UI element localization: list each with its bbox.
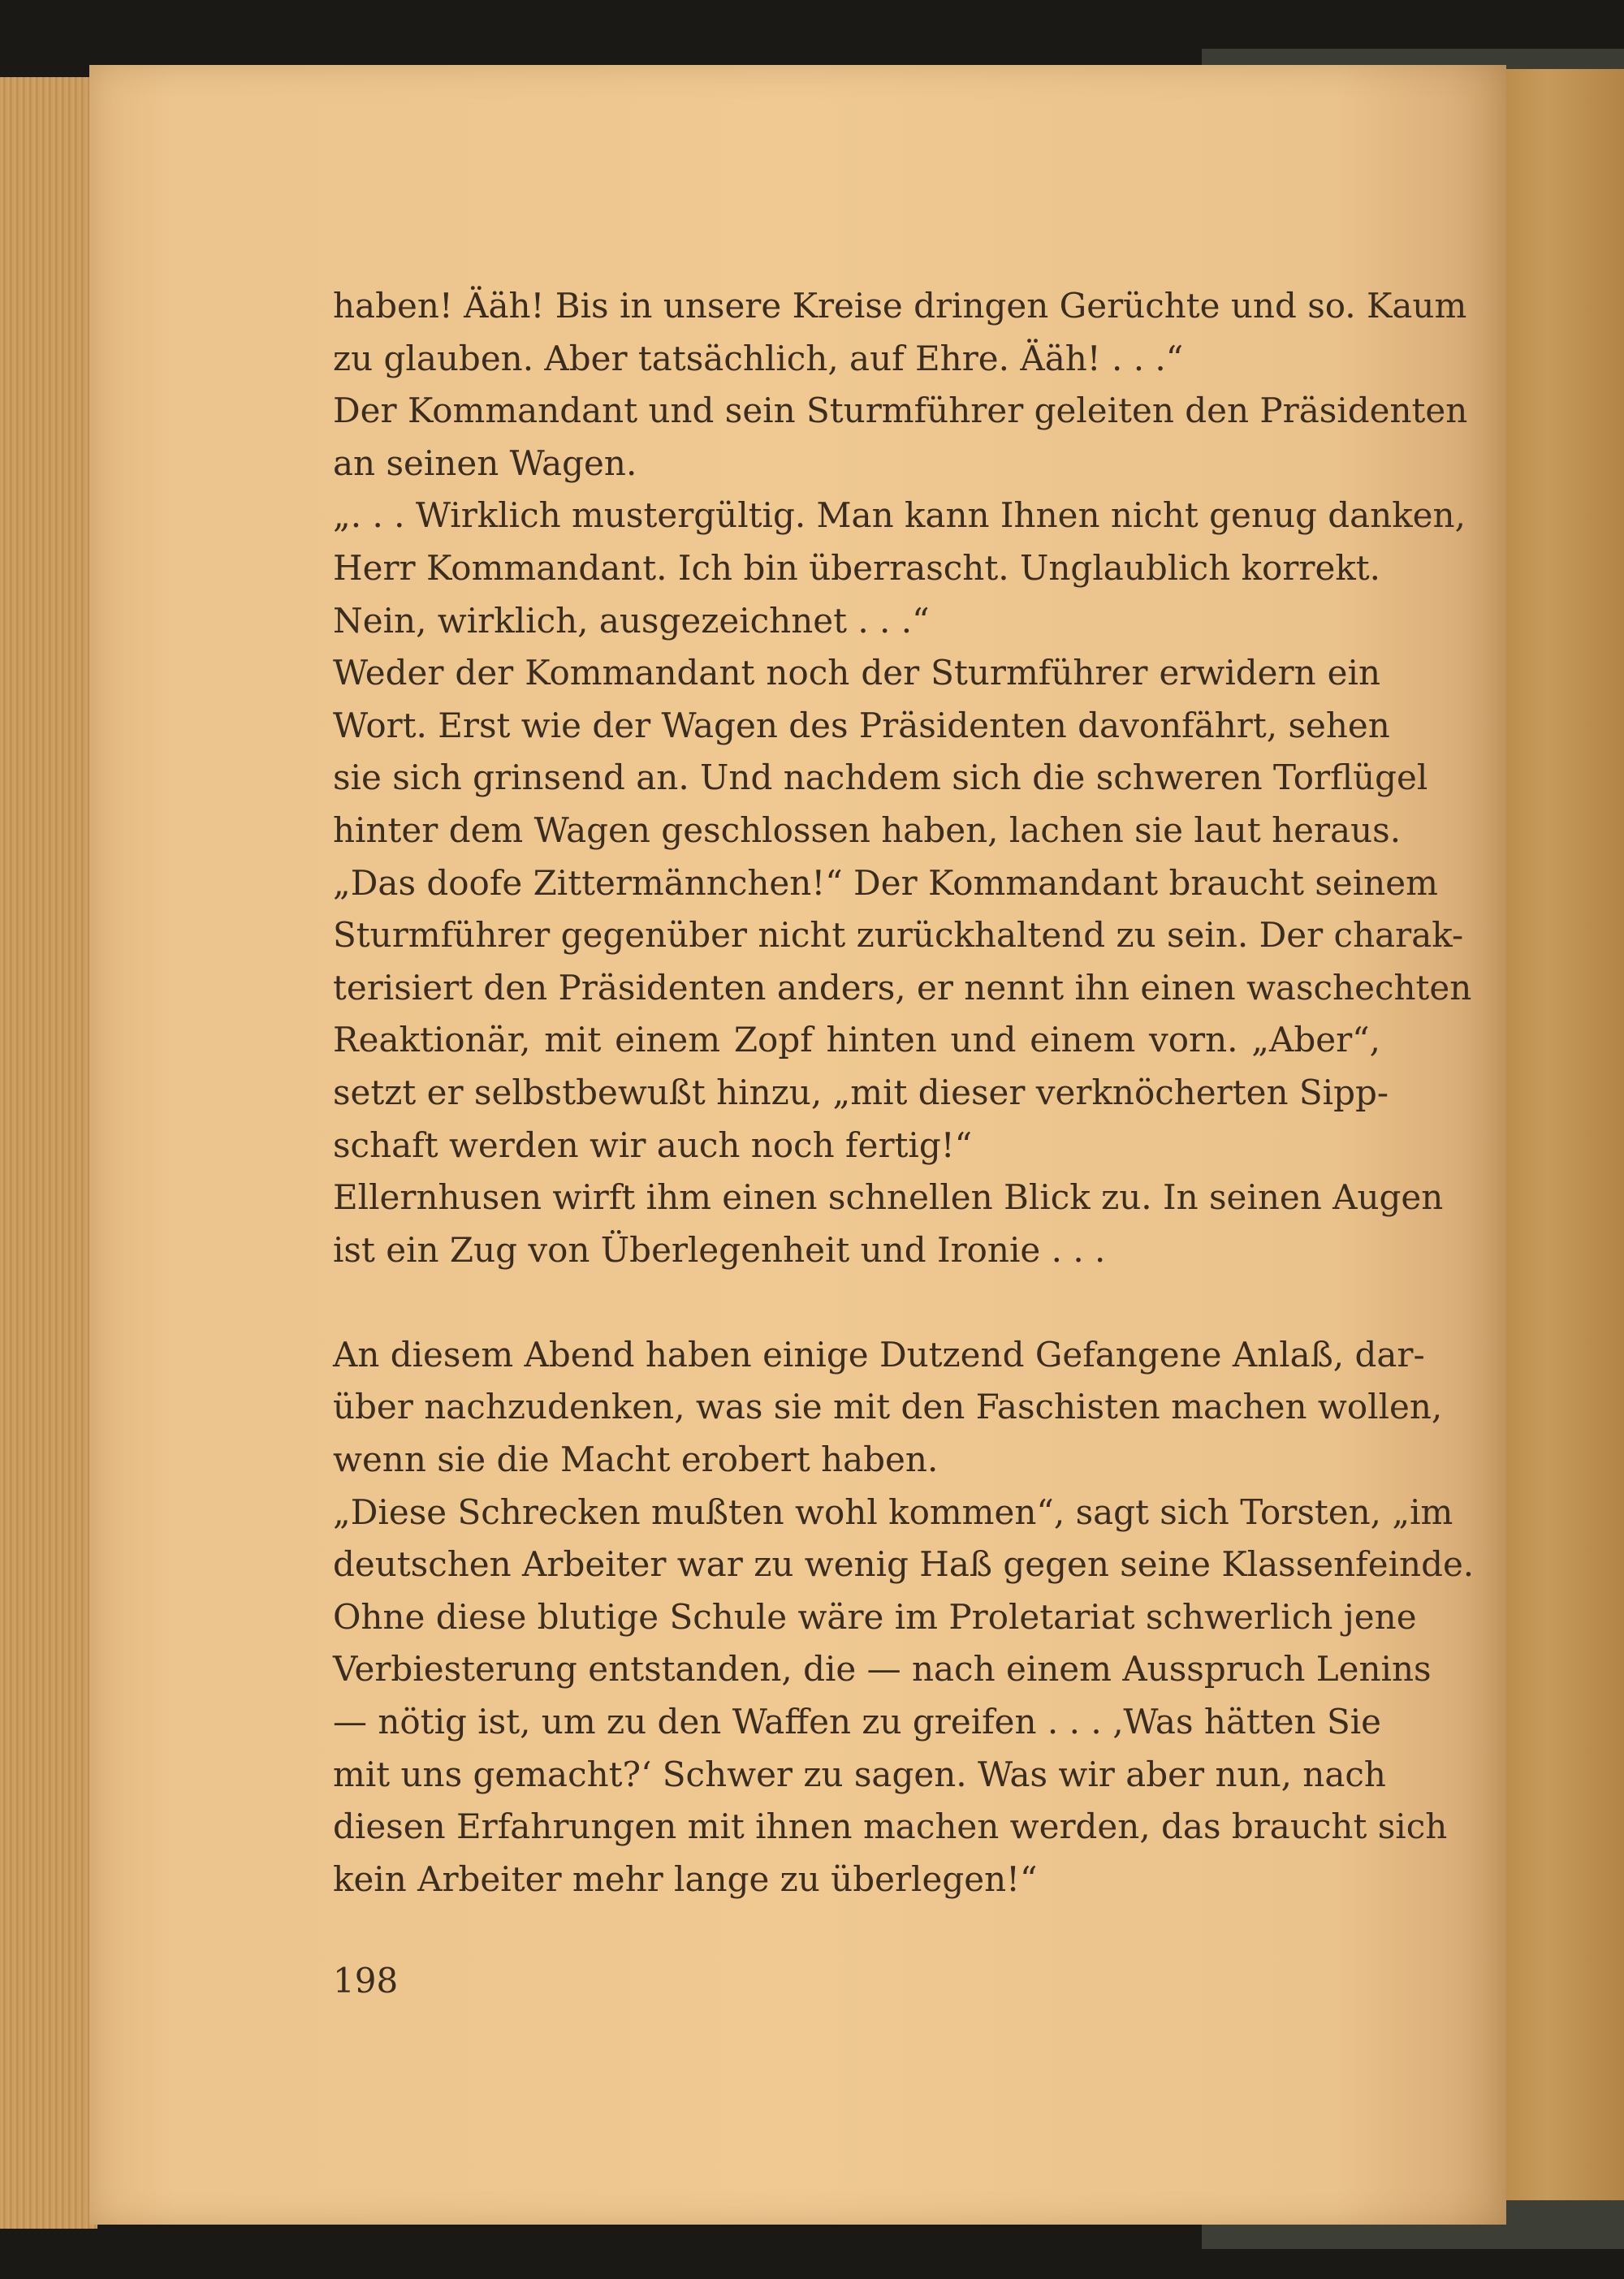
text-line: Sturmführer gegenüber nicht zurückhaltend zu sein. Der charak- (333, 915, 1464, 956)
text-line: zu glauben. Aber tatsächlich, auf Ehre. Ääh! . . .“ (333, 338, 1184, 378)
text-line: Reaktionär, mit einem Zopf hinten und einem vorn. „Aber“, (333, 1020, 1380, 1060)
text-line: kein Arbeiter mehr lange zu überlegen!“ (333, 1858, 1038, 1899)
text-line: Nein, wirklich, ausgezeichnet . . .“ (333, 600, 930, 641)
text-line: über nachzudenken, was sie mit den Faschisten machen wollen, (333, 1387, 1443, 1427)
text-line: haben! Ääh! Bis in unsere Kreise dringen Gerüchte und so. Kaum (333, 286, 1467, 326)
text-line: Weder der Kommandant noch der Sturmführer erwidern ein (333, 653, 1380, 693)
text-line: „Diese Schrecken mußten wohl kommen“, sagt sich Torsten, „im (333, 1491, 1453, 1532)
page-text (333, 280, 1475, 1906)
text-line: sie sich grinsend an. Und nachdem sich die schweren Torflügel (333, 758, 1428, 798)
text-line: hinter dem Wagen geschlossen haben, lachen sie laut heraus. (333, 809, 1402, 850)
text-line: schaft werden wir auch noch fertig!“ (333, 1124, 973, 1165)
text-line: ist ein Zug von Überlegenheit und Ironie . . . (333, 1229, 1106, 1270)
text-line: terisiert den Präsidenten anders, er nennt ihn einen waschechten (333, 967, 1472, 1008)
text-line: wenn sie die Macht erobert haben. (333, 1439, 939, 1480)
text-line: Der Kommandant und sein Sturmführer geleiten den Präsidenten (333, 391, 1468, 431)
page-stack-edge (0, 77, 97, 2229)
book-back-board (1494, 69, 1624, 2221)
text-line: diesen Erfahrungen mit ihnen machen werden, das braucht sich (333, 1806, 1448, 1847)
text-line: Verbiesterung entstanden, die — nach einem Ausspruch Lenins (333, 1649, 1432, 1690)
text-line: An diesem Abend haben einige Dutzend Gefangene Anlaß, dar- (333, 1334, 1425, 1375)
text-line: an seinen Wagen. (333, 442, 637, 483)
text-line: Ohne diese blutige Schule wäre im Proletariat schwerlich jene (333, 1596, 1417, 1637)
text-line: setzt er selbstbewußt hinzu, „mit dieser verknöcherten Sipp- (333, 1072, 1389, 1112)
text-line: „. . . Wirklich mustergültig. Man kann Ihnen nicht genug danken, (333, 495, 1466, 536)
section-break (333, 1276, 1380, 1329)
text-line: — nötig ist, um zu den Waffen zu greifen . . . ‚Was hätten Sie (333, 1702, 1382, 1742)
text-line: Herr Kommandant. Ich bin überrascht. Unglaublich korrekt. (333, 547, 1380, 588)
text-line: Ellernhusen wirft ihm einen schnellen Blick zu. In seinen Augen (333, 1177, 1444, 1218)
text-line: „Das doofe Zittermännchen!“ Der Kommandant braucht seinem (333, 862, 1438, 903)
text-line: deutschen Arbeiter war zu wenig Haß gegen seine Klassenfeinde. (333, 1544, 1475, 1585)
page-number: 198 (333, 1961, 399, 2001)
text-line: mit uns gemacht?‘ Schwer zu sagen. Was wir aber nun, nach (333, 1754, 1386, 1794)
text-line: Wort. Erst wie der Wagen des Präsidenten davonfährt, sehen (333, 705, 1390, 745)
